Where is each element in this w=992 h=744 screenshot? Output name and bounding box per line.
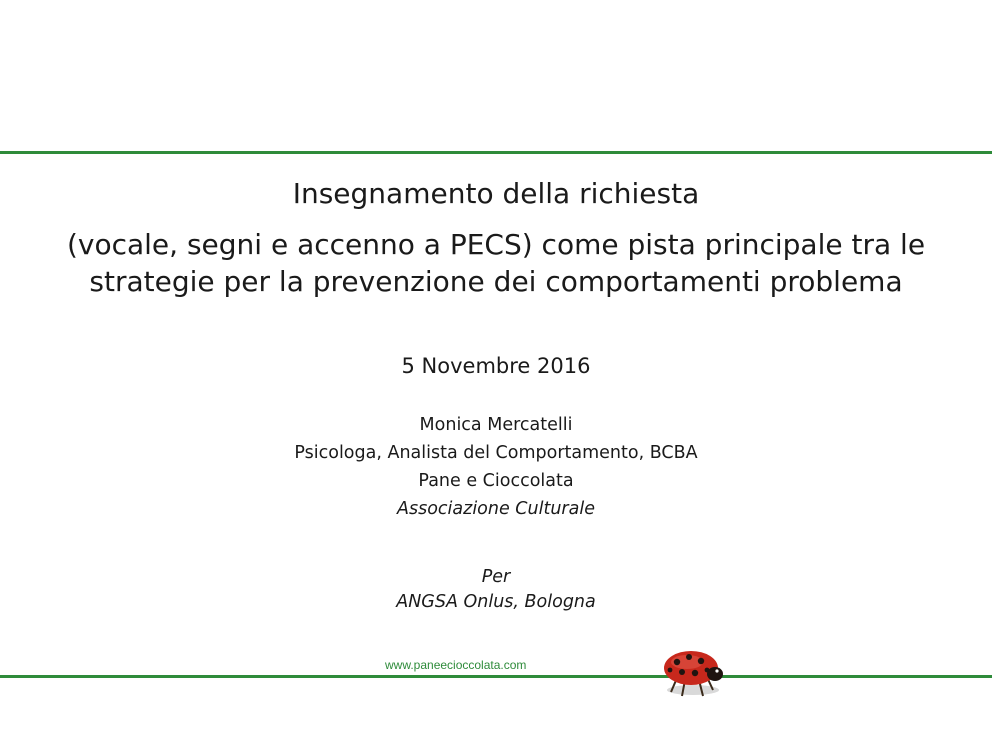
for-organization: ANGSA Onlus, Bologna <box>396 592 596 612</box>
slide-title <box>0 175 992 212</box>
subtitle-line-1: (vocale, segni e accenno a PECS) come pista principale tra le <box>66 228 926 261</box>
presentation-date: 5 Novembre 2016 <box>401 354 591 378</box>
subtitle-line-2: strategie per la prevenzione dei comportamenti problema <box>89 265 903 298</box>
ladybug-icon <box>655 640 725 702</box>
author-role: Psicologa, Analista del Comportamento, BCBA <box>294 443 698 463</box>
top-divider <box>0 151 992 154</box>
author-block <box>0 411 992 523</box>
website-link[interactable]: www.paneecioccolata.com <box>385 658 527 672</box>
slide-subtitle <box>0 226 992 300</box>
for-block <box>0 565 992 615</box>
author-org-type: Associazione Culturale <box>397 499 595 519</box>
author-org: Pane e Cioccolata <box>418 471 574 491</box>
title-line-1: Insegnamento della richiesta <box>292 177 700 210</box>
author-name: Monica Mercatelli <box>419 415 573 435</box>
bottom-divider <box>0 675 992 678</box>
for-label: Per <box>481 567 511 587</box>
